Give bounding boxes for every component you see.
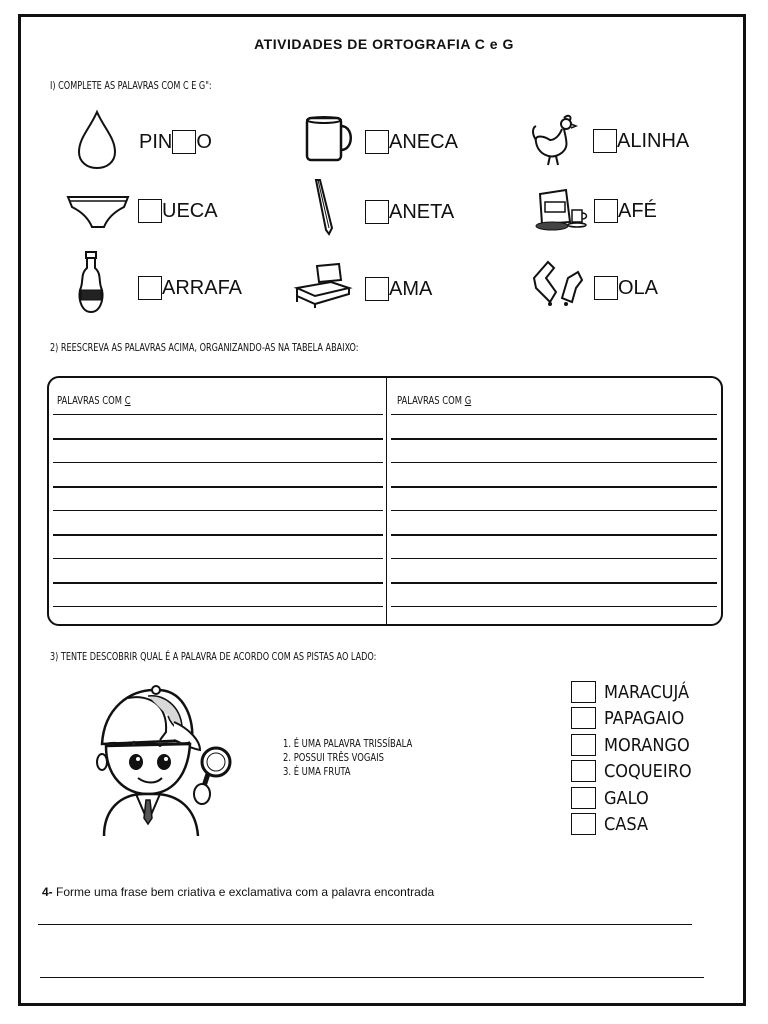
question-text: Forme uma frase bem criativa e exclamativa com a palavra encontrada — [56, 885, 435, 899]
option-papagaio — [571, 707, 684, 729]
bottle-icon — [76, 250, 106, 316]
word-caneca — [365, 130, 458, 154]
option-label: GALO — [604, 787, 649, 809]
clue-2: 2. POSSUI TRÊS VOGAIS — [283, 751, 384, 764]
answer-box[interactable] — [138, 276, 162, 300]
table-writing-line[interactable] — [53, 510, 383, 511]
writing-line[interactable] — [40, 977, 704, 978]
table-writing-line[interactable] — [391, 606, 717, 607]
clue-1: 1. É UMA PALAVRA TRISSÍBALA — [283, 737, 413, 750]
underwear-icon — [66, 193, 130, 229]
option-checkbox[interactable] — [571, 760, 596, 782]
option-checkbox[interactable] — [571, 707, 596, 729]
hen-icon — [530, 110, 580, 168]
table-writing-line[interactable] — [391, 438, 717, 440]
clue-list — [283, 737, 412, 779]
table-writing-line[interactable] — [53, 414, 383, 415]
column-header-c: PALAVRAS COM C — [57, 394, 131, 407]
word-garrafa — [138, 276, 242, 300]
word-sorting-table — [47, 376, 723, 626]
option-label: CASA — [604, 813, 649, 835]
column-header-g: PALAVRAS COM G — [397, 394, 472, 407]
answer-box[interactable] — [594, 276, 618, 300]
question-number: 4- — [42, 885, 53, 899]
option-casa — [571, 813, 648, 835]
table-writing-line[interactable] — [53, 582, 383, 584]
table-writing-line[interactable] — [391, 486, 717, 488]
word-part: ALINHA — [617, 129, 690, 152]
option-morango — [571, 734, 690, 756]
word-cama — [365, 277, 432, 301]
instruction-2: 2) REESCREVA AS PALAVRAS ACIMA, ORGANIZANDO-AS NA TABELA ABAIXO: — [50, 341, 359, 354]
table-writing-line[interactable] — [391, 558, 717, 559]
word-cueca — [138, 199, 218, 223]
answer-box[interactable] — [172, 130, 196, 154]
table-writing-line[interactable] — [391, 414, 717, 415]
column-divider — [386, 378, 387, 624]
table-writing-line[interactable] — [391, 510, 717, 511]
answer-box[interactable] — [138, 199, 162, 223]
table-writing-line[interactable] — [53, 558, 383, 559]
word-part: OLA — [618, 276, 659, 299]
word-part: PIN — [139, 130, 173, 153]
option-label: MARACUJÁ — [604, 681, 690, 703]
option-checkbox[interactable] — [571, 813, 596, 835]
table-writing-line[interactable] — [53, 438, 383, 440]
table-writing-line[interactable] — [391, 582, 717, 584]
option-checkbox[interactable] — [571, 681, 596, 703]
instruction-3: 3) TENTE DESCOBRIR QUAL É A PALAVRA DE ACORDO COM AS PISTAS AO LADO: — [50, 650, 377, 663]
word-part: O — [196, 130, 212, 153]
table-writing-line[interactable] — [391, 462, 717, 463]
page-title: ATIVIDADES DE ORTOGRAFIA C e G — [254, 36, 514, 52]
mug-icon — [304, 114, 356, 164]
answer-box[interactable] — [365, 200, 389, 224]
word-part: AFÉ — [618, 199, 657, 222]
word-part: AMA — [389, 277, 433, 300]
glue-icon — [528, 258, 586, 308]
water-drop-icon — [76, 110, 118, 170]
option-label: COQUEIRO — [604, 760, 692, 782]
bed-icon — [293, 262, 353, 308]
word-caneta — [365, 200, 454, 224]
word-part: ANETA — [389, 200, 455, 223]
word-part: ARRAFA — [162, 276, 243, 299]
option-checkbox[interactable] — [571, 787, 596, 809]
pen-icon — [308, 178, 338, 236]
word-part: ANECA — [389, 130, 458, 153]
table-writing-line[interactable] — [53, 606, 383, 607]
answer-box[interactable] — [593, 129, 617, 153]
clue-3: 3. É UMA FRUTA — [283, 765, 351, 778]
word-cafe — [594, 199, 657, 223]
word-galinha — [593, 129, 689, 153]
option-coqueiro — [571, 760, 692, 782]
option-checkbox[interactable] — [571, 734, 596, 756]
instruction-4 — [42, 885, 434, 899]
table-writing-line[interactable] — [53, 534, 383, 536]
writing-line[interactable] — [38, 924, 692, 925]
word-cola — [594, 276, 658, 300]
instruction-1: I) COMPLETE AS PALAVRAS COM C E G": — [50, 79, 212, 92]
word-part: UECA — [162, 199, 218, 222]
answer-box[interactable] — [365, 130, 389, 154]
option-label: PAPAGAIO — [604, 707, 685, 729]
answer-box[interactable] — [365, 277, 389, 301]
detective-boy-icon — [88, 682, 238, 838]
option-galo — [571, 787, 649, 809]
table-writing-line[interactable] — [53, 486, 383, 488]
table-writing-line[interactable] — [53, 462, 383, 463]
table-writing-line[interactable] — [391, 534, 717, 536]
option-maracuja — [571, 681, 689, 703]
word-pingo — [139, 130, 212, 154]
option-label: MORANGO — [604, 734, 690, 756]
coffee-sack-icon — [530, 188, 592, 234]
answer-box[interactable] — [594, 199, 618, 223]
